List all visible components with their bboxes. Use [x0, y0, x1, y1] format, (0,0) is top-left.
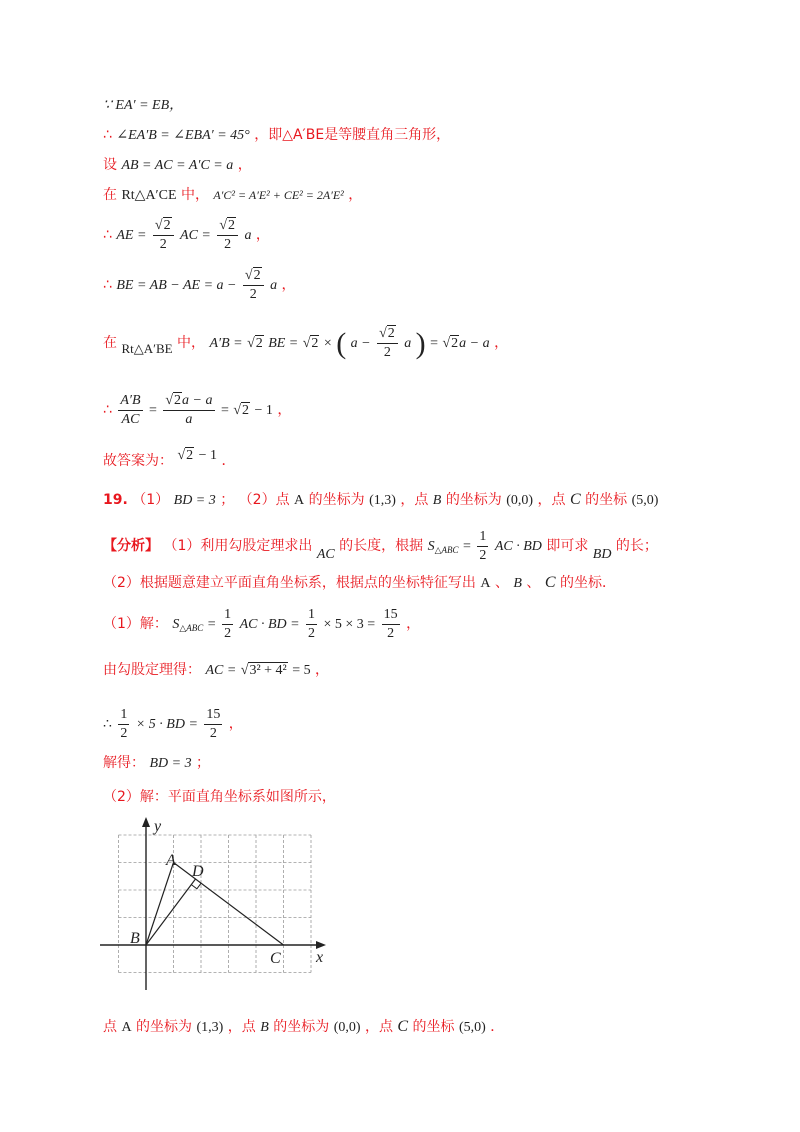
point-b: B — [432, 493, 442, 508]
coord-b: (0,0) — [333, 1020, 361, 1035]
math-times: × — [323, 336, 332, 351]
line-be — [103, 267, 296, 303]
point-b: B — [513, 576, 522, 591]
text-part2: （2）解：平面直角坐标系如图所示， — [103, 789, 336, 805]
line-because — [103, 97, 183, 115]
fraction-half: $\frac{1}{2}$ — [308, 607, 316, 641]
line-let — [103, 157, 252, 175]
solution-solve — [103, 755, 210, 773]
grid — [119, 835, 312, 973]
punct: ， — [315, 662, 330, 678]
text-analysis: 的长； — [615, 538, 658, 554]
math-equals: = — [220, 403, 229, 418]
text-point: ，点 — [227, 1019, 256, 1035]
math-equals: = — [207, 617, 216, 632]
coord-a: (1,3) — [196, 1020, 224, 1035]
text-coord: 的坐标为 — [445, 492, 502, 508]
line-ratio — [103, 392, 291, 428]
punct: ， — [255, 227, 270, 243]
math-angles: ∠EA′B = ∠EBA′ = 45° — [116, 128, 250, 143]
text-point: ，点 — [364, 1019, 393, 1035]
text-middle: 中， — [180, 187, 209, 203]
math-5bd: × 5 · BD = — [135, 717, 198, 732]
math-ac: AC — [316, 547, 335, 562]
punct: 、 — [494, 575, 509, 591]
text-coord: 的坐标为 — [308, 492, 365, 508]
text-point: 点 — [103, 1019, 117, 1035]
coord-a: (1,3) — [369, 493, 396, 508]
sqrt-2: √2 — [442, 336, 459, 351]
math-ea-eb: ∵ EA′ = EB， — [103, 98, 184, 113]
math-minus-one: − 1 — [254, 403, 273, 418]
fraction-half: $\frac{1}{2}$ — [224, 607, 232, 641]
line-angles — [103, 127, 450, 145]
coord-b: (0,0) — [506, 493, 534, 508]
text-point: ，点 — [400, 492, 429, 508]
punct: ； — [220, 492, 235, 508]
math-be: BE = AB − AE = a − — [116, 278, 237, 293]
math-pythag: A′C² = A′E² + CE² = 2A′E² — [213, 188, 344, 202]
punct: ， — [494, 335, 509, 351]
fraction-15-over-2: $\frac{15}{2}$ — [206, 707, 221, 741]
sqrt-2: √2 — [233, 403, 249, 418]
punct: 、 — [526, 575, 541, 591]
text-coord: 的坐标为 — [136, 1019, 193, 1035]
math-let: AB = AC = A′C = a — [121, 158, 234, 173]
y-axis-arrow — [142, 817, 150, 827]
fraction-ab-over-ac: $\frac{A'B}{AC}$ — [120, 393, 141, 427]
y-axis-label: y — [154, 818, 162, 835]
fraction-sqrt2a-minus-a: $\frac{√2a - a}{a}$ — [165, 393, 213, 427]
text-solve: 解得： — [103, 755, 145, 771]
line-answer — [103, 448, 235, 470]
math-a-minus: a − — [350, 336, 371, 351]
x-axis-label: x — [316, 949, 324, 966]
math-equals: = — [463, 539, 471, 554]
question-number: 19. — [103, 492, 128, 508]
math-ab: A′B = — [209, 336, 243, 351]
punct: ． — [221, 453, 236, 469]
fraction-sqrt2-over-2: $\frac{√2}{2}$ — [217, 217, 238, 253]
math-triangle: Rt△A′CE — [121, 188, 177, 203]
question-19-answer — [103, 490, 658, 510]
therefore-symbol: ∴ — [103, 277, 112, 293]
text-coord: 的坐标为 — [273, 1019, 330, 1035]
text-analysis: 的坐标． — [559, 575, 616, 591]
math-ac: AC = — [205, 663, 237, 678]
punct: ， — [228, 716, 243, 732]
math-a: a — [270, 278, 278, 293]
punct: ， — [281, 277, 296, 293]
therefore-symbol: ∴ — [103, 127, 117, 143]
coord-c: (5,0) — [631, 493, 659, 508]
math-be: BE = — [268, 336, 299, 351]
paren-close: ) — [415, 327, 426, 360]
solution-part-1 — [103, 606, 420, 642]
point-a: A — [121, 1020, 132, 1035]
point-c: C — [397, 1018, 409, 1035]
analysis-line-1 — [103, 528, 658, 564]
text-point: ，点 — [537, 492, 566, 508]
segment-bd — [146, 879, 196, 945]
line-ae — [103, 217, 270, 253]
math-bd: BD = 3 — [173, 493, 216, 508]
math-a: a — [244, 228, 252, 243]
text-isosceles: ，即△A′BE是等腰直角三角形， — [254, 127, 451, 143]
math-bd: BD — [592, 547, 612, 562]
triangle-abc — [146, 863, 284, 946]
right-angle-marker — [191, 883, 201, 889]
punct: ， — [277, 402, 292, 418]
math-ac: AC = — [180, 228, 211, 243]
coord-c: (5,0) — [459, 1020, 486, 1035]
analysis-line-2 — [103, 573, 616, 593]
therefore-symbol: ∴ — [103, 717, 112, 732]
x-axis-arrow — [316, 941, 326, 949]
math-equals-5: = 5 — [292, 663, 311, 678]
text-middle: 中， — [177, 335, 206, 351]
text-answer: 故答案为： — [103, 453, 173, 469]
punct: ， — [237, 157, 252, 173]
punct: ， — [348, 187, 363, 203]
part-label: （1）解： — [103, 616, 168, 632]
point-c: C — [544, 574, 556, 591]
text-analysis: （1）利用勾股定理求出 — [163, 538, 313, 554]
fraction-half: $\frac{1}{2}$ — [120, 707, 128, 741]
label-b: B — [130, 930, 140, 947]
math-equals: = — [430, 336, 439, 351]
math-ae: AE = — [116, 228, 147, 243]
solution-therefore — [103, 706, 243, 742]
text-analysis: 的长度，根据 — [339, 538, 424, 554]
point-a: A — [480, 576, 491, 591]
text-analysis: 即可求 — [546, 538, 589, 554]
text-in: 在 — [103, 187, 117, 203]
therefore-symbol: ∴ — [103, 227, 112, 243]
axes — [100, 817, 326, 990]
fraction-sqrt2-over-2: $\frac{√2}{2}$ — [377, 325, 398, 361]
punct: ， — [406, 616, 421, 632]
label-a: A — [166, 852, 176, 869]
therefore-symbol: ∴ — [103, 402, 112, 418]
part-label: （2）点 — [238, 492, 290, 508]
math-bd-3: BD = 3 — [149, 756, 192, 771]
punct: ； — [196, 755, 211, 771]
math-rhs: a − a — [459, 336, 490, 351]
final-answer — [103, 1017, 504, 1037]
coordinate-diagram — [100, 815, 340, 1000]
text-coord: 的坐标 — [585, 492, 628, 508]
fraction-15-over-2: $\frac{15}{2}$ — [383, 607, 398, 641]
fraction-sqrt2-over-2: $\frac{√2}{2}$ — [153, 217, 174, 253]
paren-open: ( — [336, 327, 347, 360]
line-rt-abe — [103, 325, 508, 362]
text-in: 在 — [103, 335, 117, 351]
fraction-half: $\frac{1}{2}$ — [479, 529, 487, 563]
math-s-abc: $S_{\triangle ABC}$ — [427, 539, 459, 555]
math-minus-one: − 1 — [198, 448, 217, 463]
math-ac-bd: AC · BD = — [239, 617, 300, 632]
sqrt-2: √2 — [177, 448, 194, 463]
label-d: D — [192, 863, 204, 880]
math-triangle: Rt△A′BE — [121, 341, 173, 356]
analysis-tag: 【分析】 — [103, 538, 159, 554]
sqrt-sum: √3² + 4² — [240, 663, 287, 678]
segment-ab — [146, 863, 174, 946]
label-c: C — [270, 950, 281, 967]
fraction-sqrt2-over-2: $\frac{√2}{2}$ — [243, 267, 264, 303]
part-label: （1） — [132, 492, 170, 508]
text-analysis: （2）根据题意建立平面直角坐标系，根据点的坐标特征写出 — [103, 575, 476, 591]
math-a: a — [404, 336, 412, 351]
punct: ． — [490, 1019, 505, 1035]
solution-pythagoras — [103, 662, 329, 680]
point-a: A — [294, 493, 305, 508]
sqrt-2: √2 — [247, 336, 263, 351]
point-c: C — [570, 491, 581, 508]
point-b: B — [260, 1020, 269, 1035]
text-let: 设 — [103, 157, 117, 173]
text-coord: 的坐标 — [412, 1019, 455, 1035]
sqrt-2: √2 — [302, 336, 319, 351]
math-equals: = — [149, 403, 157, 418]
text-pythagoras: 由勾股定理得： — [103, 662, 201, 678]
line-rt-ace — [103, 187, 362, 205]
math-times: × 5 × 3 = — [323, 617, 376, 632]
math-s-abc: $S_{\triangle ABC}$ — [172, 617, 204, 633]
math-ac-bd: AC · BD — [494, 539, 542, 554]
solution-part-2 — [103, 789, 336, 806]
